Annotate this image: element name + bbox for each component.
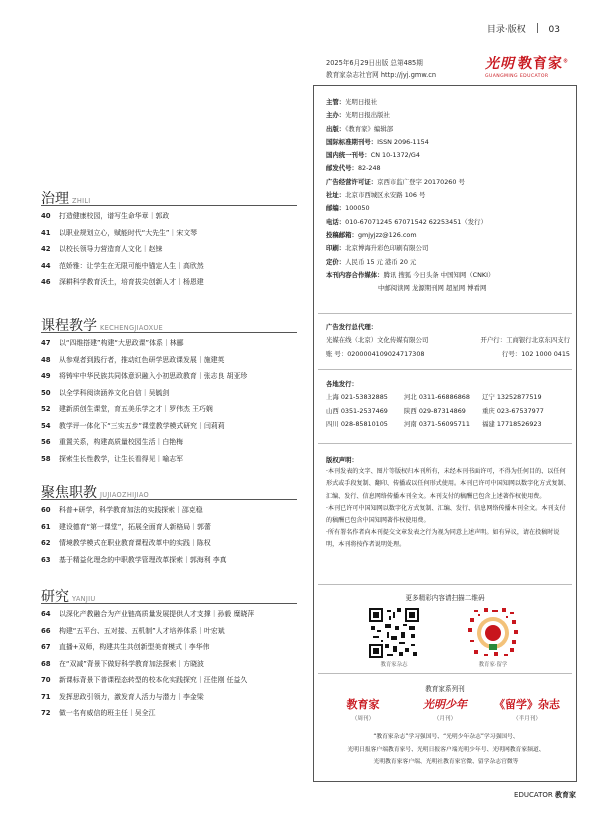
section-title: 课程教学 <box>41 318 97 334</box>
qr-code-icon <box>369 608 419 658</box>
toc-page: 41 <box>41 228 51 237</box>
divider <box>318 369 572 370</box>
toc-item[interactable] <box>41 208 297 225</box>
dist-city: 福建 17718526923 <box>482 419 542 428</box>
toc-item[interactable] <box>41 434 297 451</box>
toc-title: 科普+研学，科学教育加法的实践探索｜邵克稳 <box>59 506 203 514</box>
copyright-title: 版权声明： <box>326 456 358 464</box>
toc-page: 64 <box>41 610 51 618</box>
toc-page: 71 <box>41 692 51 701</box>
toc-item[interactable] <box>41 623 297 640</box>
imprint-row: 邮编：100050 <box>326 204 370 213</box>
toc-title: 重置关系，构建高质量校园生活｜白艳梅 <box>59 438 184 446</box>
dist-city: 山西 0351-2537469 <box>326 406 388 415</box>
toc-item[interactable] <box>41 385 297 402</box>
toc-title: 以“四维搭建”构建“大思政课”体系｜林郦 <box>59 339 184 347</box>
series-item <box>410 696 480 722</box>
section-title-en: ZHILI <box>72 197 91 205</box>
copyright-para: ·本刊发表的文字、图片等版权归本刊所有，未经本刊书面许可，不得为任何目的、以任何形式或手段复制、翻印、传播或以任何形式使用。本刊已许可中国知网以数字化方式复制、汇编、发行、信息网络传播本刊全文。本刊支付的稿酬已包含上述著作权使用费。 <box>326 468 570 500</box>
toc-item[interactable] <box>41 274 297 291</box>
section-title: 治理 <box>41 191 69 207</box>
toc-page: 68 <box>41 659 51 668</box>
toc-page: 52 <box>41 405 51 413</box>
issue-info <box>326 58 436 81</box>
page-header <box>487 22 560 35</box>
toc-page: 46 <box>41 278 51 286</box>
toc-title: 从参观者到践行者，推动红色研学思政课发展｜施建英 <box>59 355 225 364</box>
imprint-row: 国内统一刊号：CN 10-1372/G4 <box>326 151 420 160</box>
ad-agent-account: 账 号：0200004109024717308 <box>326 349 425 358</box>
toc-title: 基于精益化理念的中职教学管理改革探索｜郭海利 李真 <box>59 555 227 564</box>
toc-title: 直播+双师，构建共生共创新型美育模式｜李华伟 <box>59 643 210 651</box>
imprint-row: 邮发代号：82-248 <box>326 164 381 173</box>
toc-title: 探索生长性教学，让生长看得见｜喻志军 <box>59 454 184 463</box>
magazine-logo <box>485 53 573 83</box>
qr-label-left: 教育家杂志 <box>380 662 408 668</box>
toc-page: 56 <box>41 438 51 446</box>
page-footer <box>514 790 576 800</box>
toc-title: 新课标背景下普课程态转型的校本化实践探究｜汪佳刚 任益久 <box>59 676 248 684</box>
section-title-en: YANJIU <box>72 595 96 603</box>
toc-title: 范娇雅：让学生在无限可能中锚定人生｜高欣然 <box>59 261 204 270</box>
toc-item[interactable] <box>41 451 297 468</box>
platform-line: 光明教育家客户端、光明社教育家官微、留学杂志官微等 <box>373 759 519 765</box>
ad-agent-company: 光媒在线（北京）文化传媒有限公司 <box>326 336 429 345</box>
copyright-para: ·本刊已许可中国知网以数字化方式复制、汇编、发行、信息网络传播本刊全文。本刊支付的稿酬已包含中国知网著作权使用费。 <box>326 504 566 525</box>
series-item <box>328 696 398 722</box>
media-partners-extra: 中邮阅读网 龙源期刊网 超星网 博看网 <box>378 284 487 293</box>
divider <box>318 584 572 585</box>
dist-city: 重庆 023-67537977 <box>482 406 544 415</box>
imprint-row: 投稿邮箱：gmjyjzz@126.com <box>326 230 417 239</box>
dist-city: 辽宁 13252877519 <box>482 393 542 402</box>
toc-title: 发挥思政引领力，激发育人活力与潜力｜李金梁 <box>59 692 204 701</box>
toc-title: 以职业规划立心，赋能时代“大先生”｜宋文琴 <box>59 228 198 237</box>
ad-agent-bank: 开户行：工商银行北京东四支行 <box>480 336 570 345</box>
ad-agent-bank-code: 行号：102 1000 0415 <box>502 349 570 358</box>
ad-agent <box>326 321 570 361</box>
toc-section-kechengjiaoxue <box>41 315 297 467</box>
toc-page: 48 <box>41 355 51 364</box>
divider <box>318 443 572 444</box>
platform-line: “教育家杂志”学习强国号、“光明少年杂志”学习强国号、 <box>373 734 519 740</box>
imprint-list <box>326 96 570 295</box>
toc-item[interactable] <box>41 552 297 569</box>
toc-page: 60 <box>41 506 51 514</box>
footer-cn: 教育家 <box>555 791 576 799</box>
header-section: 目录·版权 <box>486 25 526 35</box>
series-title: 教育家系列刊 <box>425 685 465 693</box>
series-frequency: （半月刊） <box>513 716 541 722</box>
footer-en: EDUCATOR <box>514 791 553 799</box>
toc-item[interactable] <box>41 401 297 418</box>
imprint-row: 国际标准期刊号：ISSN 2096-1154 <box>326 137 429 146</box>
toc-page: 61 <box>41 522 51 531</box>
toc-title: 做一名有威信的班主任｜吴全江 <box>59 709 156 717</box>
toc-item[interactable] <box>41 225 297 242</box>
logo-text: 教育家 <box>518 56 563 72</box>
imprint-row: 本刊内容合作媒体：腾讯 搜狐 今日头条 中国知网（CNKI） <box>326 270 495 279</box>
qr-title: 更多精彩内容请扫描二维码 <box>405 594 485 602</box>
toc-page: 67 <box>41 643 51 651</box>
imprint-row: 出版：《教育家》编辑部 <box>326 124 394 133</box>
toc-page: 70 <box>41 676 51 684</box>
section-title: 研究 <box>41 589 69 605</box>
platform-line: 光明日报客户端教育家号、光明日报客户端光明少年号、光明网教育家频道、 <box>347 746 545 753</box>
toc-item[interactable] <box>41 672 297 689</box>
logo-registered: ® <box>563 58 569 65</box>
toc-item[interactable] <box>41 519 297 536</box>
distribution <box>326 378 570 431</box>
series-item <box>492 696 562 722</box>
toc-title: 深耕科学教育沃土，培育拔尖创新人才｜杨恩建 <box>59 278 204 286</box>
page-number: 03 <box>548 25 560 35</box>
toc-page: 50 <box>41 388 51 397</box>
toc-item[interactable] <box>41 418 297 435</box>
imprint-row: 电话：010-67071245 67071542 62253451（发行） <box>326 217 487 226</box>
toc-item[interactable] <box>41 502 297 519</box>
toc-item[interactable] <box>41 352 297 369</box>
divider <box>318 673 572 674</box>
toc-page: 72 <box>41 709 51 717</box>
series-name: 教育家 <box>346 698 380 711</box>
toc-title: 打造健康校园，谱写生命华章｜郭政 <box>59 212 170 220</box>
toc-title: 将铸牢中华民族共同体意识融入小初思政教育｜张志良 胡亚珍 <box>59 372 248 380</box>
toc-title: 以深化产教融合为产业链高质量发展提供人才支撑｜孙毅 糜晓萍 <box>59 610 255 618</box>
dist-city: 陕西 029-87314869 <box>404 406 466 415</box>
toc-section-yanjiu <box>41 586 297 722</box>
section-title: 聚焦职教 <box>41 485 97 501</box>
toc-item[interactable] <box>41 241 297 258</box>
toc-title: 情境教学模式在职业教育课程改革中的实践｜陈权 <box>59 539 211 547</box>
section-title-en: KECHENGJIAOXUE <box>100 324 164 332</box>
imprint-row: 定价：人民币 15 元 港币 20 元 <box>326 257 417 266</box>
dist-city: 四川 028-85810105 <box>326 419 388 428</box>
toc-item[interactable] <box>41 639 297 656</box>
toc-page: 58 <box>41 454 51 463</box>
dist-city: 河南 0371-56095711 <box>404 419 470 428</box>
toc-item[interactable] <box>41 689 297 706</box>
toc-item[interactable] <box>41 705 297 722</box>
platform-list <box>326 731 566 769</box>
imprint-row: 印刷：北京博海升彩色印刷有限公司 <box>326 244 429 253</box>
imprint-row: 广告经营许可证：京西市监广登字 20170260 号 <box>326 177 465 186</box>
toc-item[interactable] <box>41 656 297 673</box>
imprint-row: 主管：光明日报社 <box>326 98 378 106</box>
copyright-notice <box>326 454 570 552</box>
toc-title: 建设德育“第一课堂”，拓展全面育人新格局｜郭蕾 <box>59 522 211 531</box>
imprint-row: 社址：北京市西城区永安路 106 号 <box>326 191 426 200</box>
logo-english: GUANGMING EDUCATOR <box>485 74 549 79</box>
issue-website: 教育家杂志社官网 http://jyj.gmw.cn <box>326 70 437 79</box>
dist-city: 上海 021-53832885 <box>326 393 388 402</box>
toc-item[interactable] <box>41 606 297 623</box>
divider <box>318 313 572 314</box>
toc-page: 42 <box>41 245 51 253</box>
toc-title: 教学评一体化下“三实五步”课堂教学模式研究｜闫莉莉 <box>59 421 225 430</box>
qr-code-icon <box>468 608 518 658</box>
toc-page: 62 <box>41 539 51 547</box>
dist-city: 河北 0311-66886868 <box>404 393 470 402</box>
series-frequency: （周刊） <box>351 716 375 722</box>
toc-page: 49 <box>41 372 51 380</box>
toc-section-zhili <box>41 188 297 291</box>
distribution-title: 各地发行： <box>326 380 358 388</box>
toc-title: 以校长领导力营造育人文化｜赵铼 <box>59 245 163 253</box>
copyright-para: ·所有署名作者向本刊提交文章发表之行为视为同意上述声明。如有异议，请在投稿时说明，本刊将按作者说明处理。 <box>326 529 560 549</box>
toc-page: 47 <box>41 339 51 347</box>
toc-item[interactable] <box>41 368 297 385</box>
imprint-row: 主办：光明日报出版社 <box>326 111 390 120</box>
toc-title: 在“双减”背景下做好科学教育加法探索｜方晓波 <box>59 659 204 668</box>
toc-item[interactable] <box>41 535 297 552</box>
toc-title: 建新质创生课堂，育五美乐学之才｜罗伟杰 王巧娴 <box>59 405 213 413</box>
toc-section-jujiaozhijiao <box>41 482 297 568</box>
toc-item[interactable] <box>41 335 297 352</box>
series-name: 《留学》杂志 <box>494 698 560 711</box>
toc-page: 40 <box>41 212 51 220</box>
toc-page: 66 <box>41 626 51 635</box>
header-divider <box>537 23 538 33</box>
series-frequency: （月刊） <box>433 716 457 722</box>
toc-page: 54 <box>41 421 51 430</box>
toc-title: 以全学科阅读涵养文化自信｜吴毓剑 <box>59 388 170 397</box>
logo-brush-text: 光明 <box>485 56 515 72</box>
series-name: 光明少年 <box>423 698 467 711</box>
section-title-en: JUJIAOZHIJIAO <box>100 491 150 499</box>
toc-title: 构建“五平台、五对接、五机制”人才培养体系｜叶宏斌 <box>59 626 225 635</box>
toc-page: 63 <box>41 555 51 564</box>
issue-date: 2025年6月29日出版 总第485期 <box>326 59 423 67</box>
toc-page: 44 <box>41 261 51 270</box>
ad-agent-title: 广告发行总代理： <box>326 323 378 331</box>
qr-label-right: 教育家·留学 <box>478 662 508 668</box>
toc-item[interactable] <box>41 258 297 275</box>
